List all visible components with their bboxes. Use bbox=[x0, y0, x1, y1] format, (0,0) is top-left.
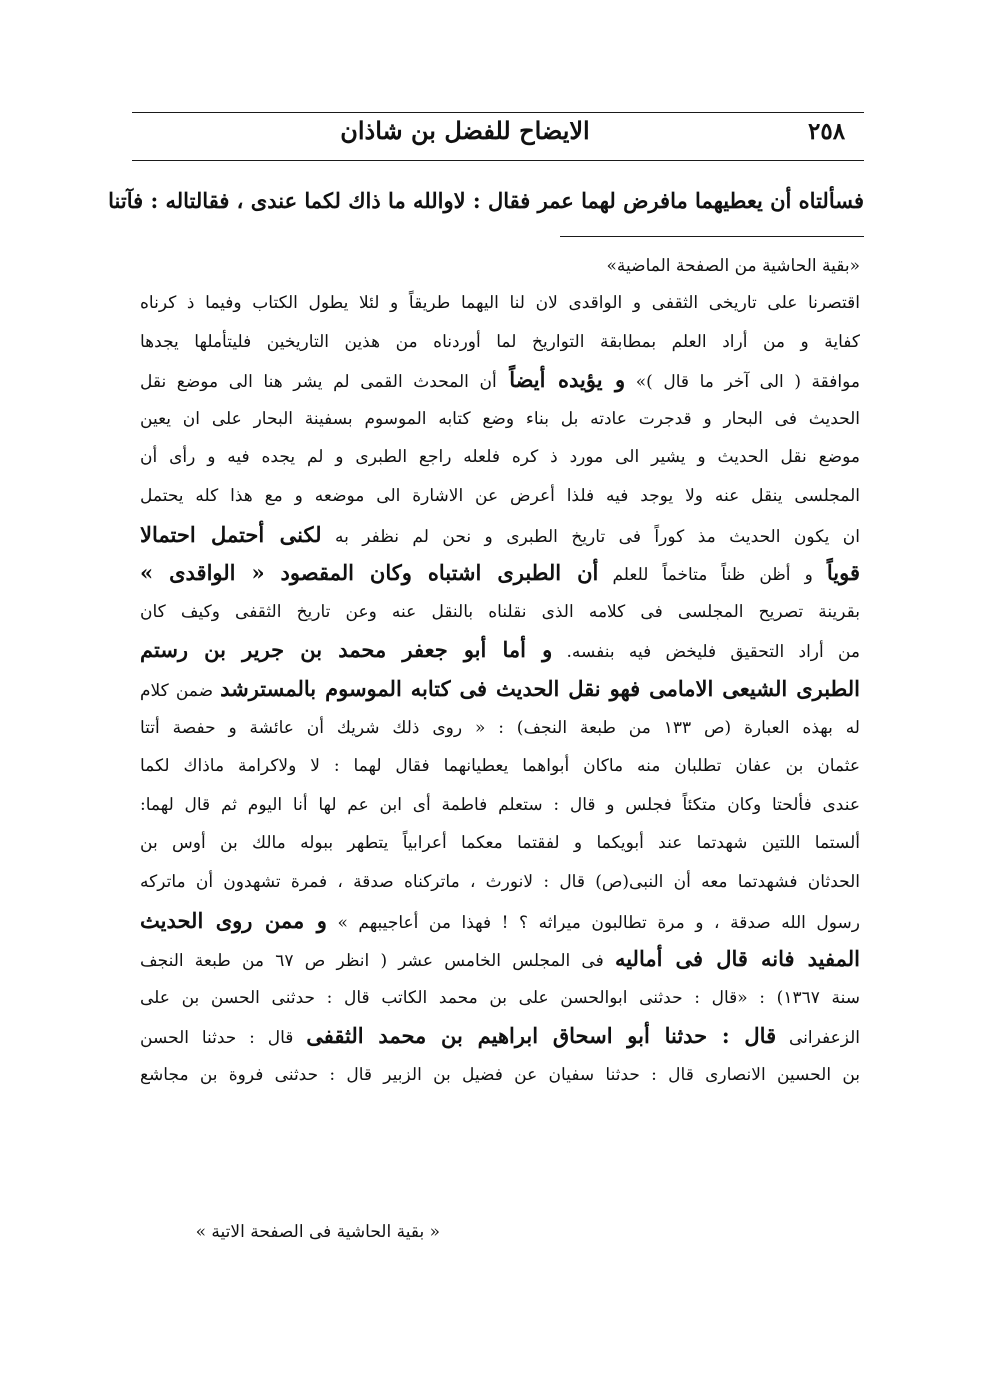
footnote-line bbox=[140, 670, 860, 709]
footnote-text: المجلسى ينقل عنه ولا يوجد فيه فلذا أعرض عن الاشارة الى موضعه و مع هذا كله يحتمل bbox=[140, 485, 860, 506]
footnote-line bbox=[140, 863, 860, 902]
footnote-text: له بهذه العبارة (ص ١٣٣ من طبعة النجف) : « روى ذلك شريك أن عائشة و حفصة أتتا bbox=[140, 717, 860, 738]
running-title: الايضاح للفضل بن شاذان bbox=[340, 116, 590, 145]
footnote-line bbox=[140, 940, 860, 979]
footnote-emphasis: و ممن روى الحديث bbox=[140, 907, 327, 933]
footnote-text: ألستما اللتين شهدتما عند أبويكما و لفقتما معكما أعرابياً يتطهر ببوله مالك بن أوس بن bbox=[140, 833, 860, 854]
footnote-heading: «بقية الحاشية من الصفحة الماضية» bbox=[606, 256, 860, 276]
footnote-text: قال : حدثنا الحسن bbox=[140, 1028, 294, 1049]
footnote-text: الحدثان فشهدتما معه أن النبى(ص) قال : لانورث ، ماتركناه صدقة ، فمرة تشهدون أن ماتركه bbox=[140, 871, 860, 892]
header-top-rule bbox=[132, 112, 864, 113]
footnote-text: عثمان بن عفان تطلبان منه ماكان أبواهما يعطيانهما فقال لهما : لا ولاكرامة ماذاك لكما bbox=[140, 756, 860, 777]
footnote-line bbox=[140, 438, 860, 477]
footnote-line bbox=[140, 323, 860, 362]
footnote-line bbox=[140, 593, 860, 632]
footnote-text: موافقة ( الى آخر ما قال )» bbox=[635, 372, 860, 393]
footnote-emphasis: و أما أبو جعفر محمد بن جرير بن رستم bbox=[140, 637, 553, 663]
footnote-text: موضع نقل الحديث و يشير الى مورد ذ كره فلعله راجع الطبرى و لم يجده فيه و رأى أن bbox=[140, 447, 860, 468]
page-number: ٢٥٨ bbox=[808, 118, 846, 145]
footnote-body bbox=[140, 284, 860, 1094]
footnote-line bbox=[140, 631, 860, 670]
footnote-separator bbox=[560, 236, 864, 237]
footnote-text: من أراد التحقيق فليخض فيه بنفسه. bbox=[566, 642, 860, 663]
footnote-text: أن المحدث القمى لم يشر هنا الى موضع نقل bbox=[140, 372, 497, 393]
footnote-line bbox=[140, 554, 860, 593]
footnote-line bbox=[140, 516, 860, 555]
footnote-line bbox=[140, 1017, 860, 1056]
footnote-text: الحديث فى البحار و قدجرت عادته بل بناء وضع كتابه الموسوم بسفينة البحار على ان يعين bbox=[140, 408, 860, 429]
footnote-text: سنة ١٣٦٧) : «قال : حدثنى ابوالحسن على بن محمد الكاتب قال : حدثنى الحسن بن على bbox=[140, 987, 860, 1008]
footnote-line bbox=[140, 361, 860, 400]
footnote-line bbox=[140, 824, 860, 863]
footnote-line bbox=[140, 400, 860, 439]
footnote-line bbox=[140, 786, 860, 825]
footnote-emphasis: و يؤيده أيضاً bbox=[496, 367, 626, 393]
header-bottom-rule bbox=[132, 160, 864, 161]
footnote-emphasis: المفيد فانه قال فى أماليه bbox=[614, 946, 860, 972]
footnote-line bbox=[140, 284, 860, 323]
footnote-text: بقرينة تصريح المجلسى فى كلامه الذى نقلناه بالنقل عنه وعن تاريخ الثقفى وكيف كان bbox=[140, 601, 860, 622]
footnote-emphasis: قوياً bbox=[826, 560, 860, 586]
footnote-text: كفاية و من أراد العلم بمطابقة التواريخ لما أوردناه من هذين التاريخين فليتأملها يجدها bbox=[140, 331, 860, 352]
footnote-text: فى المجلس الخامس عشر ( انظر ص ٦٧ من طبعة النجف bbox=[140, 951, 604, 972]
footnote-text: اقتصرنا على تاريخى الثقفى و الواقدى لان لنا اليهما طريقاً و لئلا يطول الكتاب وفيما ذ كرناه bbox=[140, 293, 860, 313]
footnote-line bbox=[140, 747, 860, 786]
footnote-emphasis: الطبرى الشيعى الامامى فهو نقل الحديث فى كتابه الموسوم بالمسترشد bbox=[220, 675, 860, 701]
footnote-text: الزعفرانى bbox=[788, 1028, 860, 1049]
footnote-text: ضمن كلام bbox=[140, 680, 214, 701]
footnote-line bbox=[140, 979, 860, 1018]
footnote-emphasis: قال : حدثنا أبو اسحاق ابراهيم بن محمد الثقفى bbox=[306, 1023, 777, 1049]
main-text-line: فسألتاه أن يعطيهما مافرض لهما عمر فقال : لاوالله ما ذاك لكما عندى ، فقالتاله : فآتنا bbox=[108, 188, 864, 213]
footnote-line bbox=[140, 709, 860, 748]
footnote-emphasis: أن الطبرى اشتباه وكان المقصود « الواقدى » bbox=[140, 560, 599, 586]
footnote-continuation: « بقية الحاشية فى الصفحة الاتية » bbox=[195, 1222, 440, 1242]
footnote-emphasis: لكنى أحتمل احتمالا bbox=[140, 521, 322, 547]
footnote-text: عندى فألحتا وكان متكئاً فجلس و قال : ستعلم فاطمة أى ابن عم لها أنا اليوم ثم قال لهما: bbox=[140, 794, 860, 815]
footnote-text: و أظن ظناً متاخماً للعلم bbox=[612, 565, 813, 586]
footnote-text: بن الحسين الانصارى قال : حدثنا سفيان عن فضيل بن الزبير قال : حدثنى فروة بن مجاشع bbox=[140, 1064, 860, 1085]
footnote-line bbox=[140, 902, 860, 941]
footnote-text: رسول الله صدقة ، و مرة تطالبون ميراثه ؟ ! فهذا من أعاجيبهم » bbox=[337, 912, 860, 933]
footnote-text: ان يكون الحديث مذ كوراً فى تاريخ الطبرى و نحن لم نظفر به bbox=[334, 526, 860, 547]
footnote-line bbox=[140, 1056, 860, 1095]
footnote-line bbox=[140, 477, 860, 516]
